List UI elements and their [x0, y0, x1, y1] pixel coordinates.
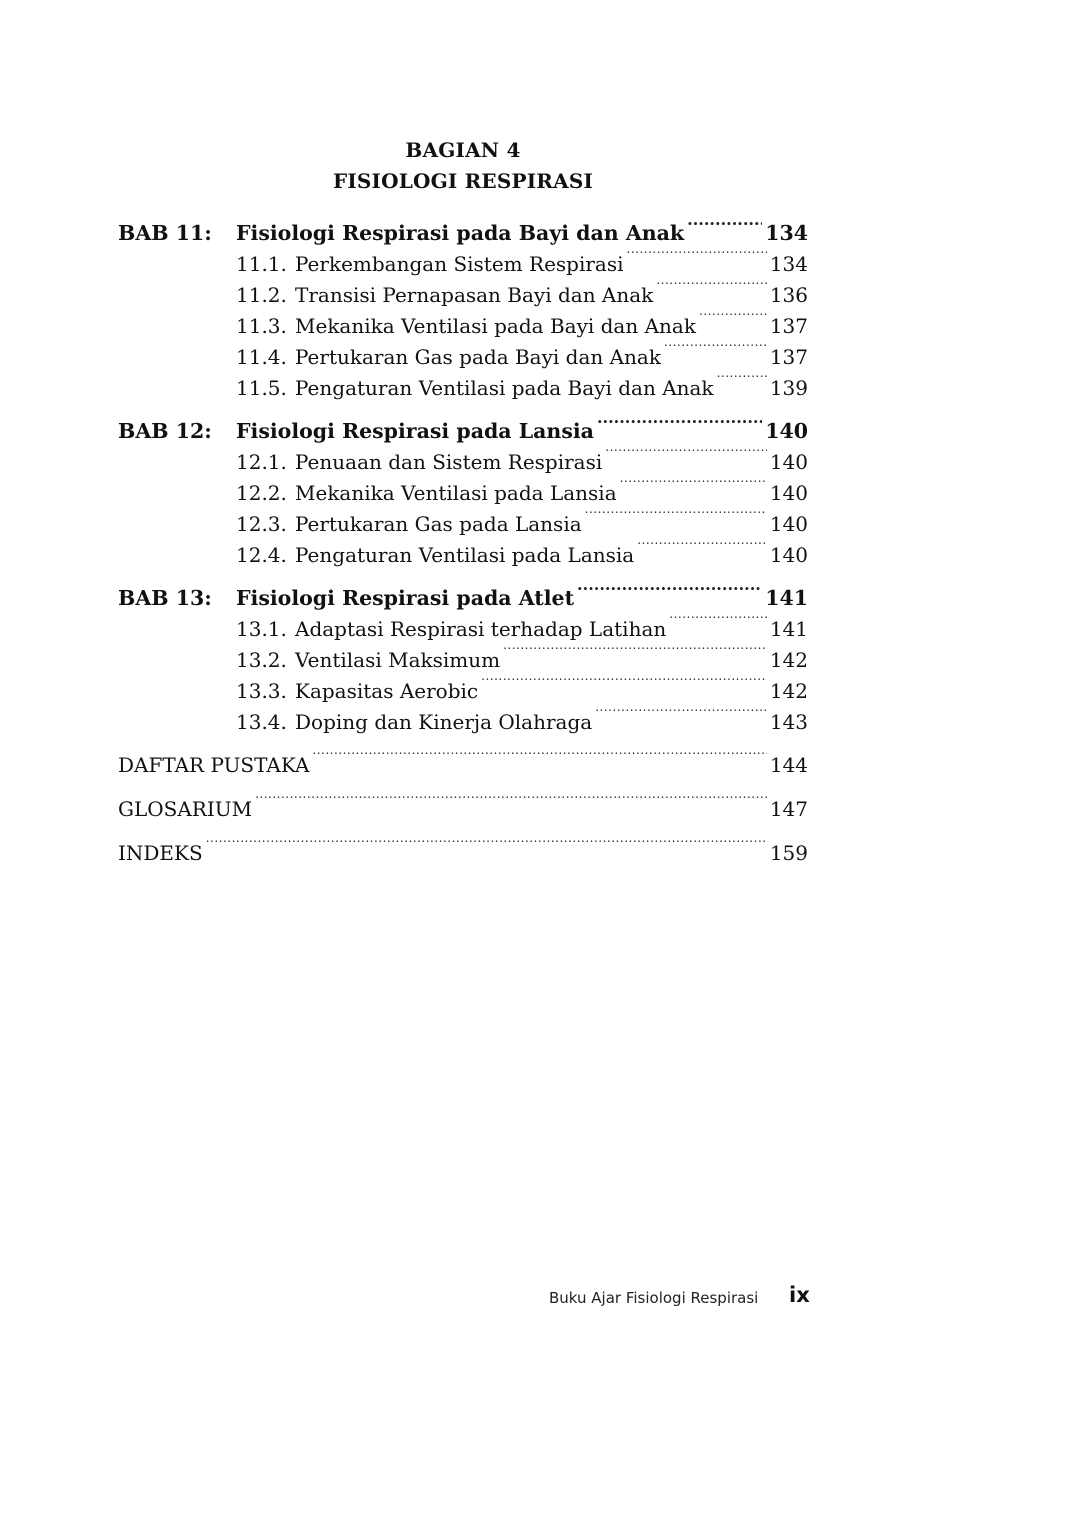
section-title: Mekanika Ventilasi pada Lansia [295, 481, 617, 505]
section-page: 141 [769, 617, 808, 641]
section-page: 143 [769, 710, 808, 734]
back-matter-page: 144 [769, 753, 808, 777]
part-name: FISIOLOGI RESPIRASI [332, 169, 594, 193]
section-number: 12.2. [236, 481, 287, 505]
toc-chapter-13[interactable] [118, 574, 808, 610]
chapter-title: Fisiologi Respirasi pada Lansia [236, 419, 594, 443]
section-page: 137 [769, 345, 808, 369]
dot-leader [503, 636, 767, 667]
section-title: Transisi Pernapasan Bayi dan Anak [295, 283, 654, 307]
back-matter-title: DAFTAR PUSTAKA [118, 753, 310, 777]
part-number: BAGIAN 4 [405, 138, 521, 162]
section-page: 140 [769, 512, 808, 536]
dot-leader [637, 531, 767, 562]
toc-section-11-2[interactable] [118, 271, 808, 307]
dot-leader [206, 829, 767, 860]
section-page: 142 [769, 648, 808, 672]
dot-leader [585, 500, 767, 531]
section-number: 13.2. [236, 648, 287, 672]
chapter-title: Fisiologi Respirasi pada Bayi dan Anak [236, 221, 685, 245]
chapter-label: BAB 13: [118, 586, 212, 610]
section-title: Pertukaran Gas pada Lansia [295, 512, 582, 536]
toc-chapter-11[interactable] [118, 209, 808, 245]
dot-leader [620, 469, 767, 500]
section-title: Perkembangan Sistem Respirasi [295, 252, 624, 276]
toc-section-12-1[interactable] [118, 438, 808, 474]
dot-leader [577, 574, 762, 605]
dot-leader [699, 302, 767, 333]
toc-section-11-4[interactable] [118, 333, 808, 369]
chapter-page: 141 [765, 586, 808, 610]
section-page: 140 [769, 481, 808, 505]
dot-leader [656, 271, 767, 302]
toc-section-12-3[interactable] [118, 500, 808, 536]
chapter-label: BAB 12: [118, 419, 212, 443]
toc-chapter-12[interactable] [118, 407, 808, 443]
section-title: Penuaan dan Sistem Respirasi [295, 450, 603, 474]
section-number: 13.3. [236, 679, 287, 703]
footer-book-title: Buku Ajar Fisiologi Respirasi [549, 1289, 759, 1307]
section-number: 12.3. [236, 512, 287, 536]
section-title: Adaptasi Respirasi terhadap Latihan [295, 617, 667, 641]
section-title: Pertukaran Gas pada Bayi dan Anak [295, 345, 661, 369]
section-page: 139 [769, 376, 808, 400]
section-page: 140 [769, 450, 808, 474]
section-number: 11.4. [236, 345, 287, 369]
toc-section-13-3[interactable] [118, 667, 808, 703]
toc-section-12-4[interactable] [118, 531, 808, 567]
back-matter-page: 159 [769, 841, 808, 865]
dot-leader [255, 785, 767, 816]
toc-section-13-2[interactable] [118, 636, 808, 672]
dot-leader [664, 333, 767, 364]
table-of-contents [118, 209, 808, 865]
back-matter-title: GLOSARIUM [118, 797, 253, 821]
section-page: 136 [769, 283, 808, 307]
section-title: Doping dan Kinerja Olahraga [295, 710, 593, 734]
toc-section-11-5[interactable] [118, 364, 808, 400]
toc-daftar-pustaka[interactable] [118, 741, 808, 777]
section-number: 12.4. [236, 543, 287, 567]
toc-glosarium[interactable] [118, 785, 808, 821]
section-number: 11.3. [236, 314, 287, 338]
dot-leader [717, 364, 767, 395]
section-page: 137 [769, 314, 808, 338]
section-number: 11.1. [236, 252, 287, 276]
section-page: 140 [769, 543, 808, 567]
dot-leader [687, 209, 762, 240]
toc-section-11-3[interactable] [118, 302, 808, 338]
chapter-page: 134 [765, 221, 808, 245]
section-number: 13.4. [236, 710, 287, 734]
footer-page-number: ix [789, 1283, 810, 1307]
dot-leader [481, 667, 767, 698]
section-page: 142 [769, 679, 808, 703]
section-page: 134 [769, 252, 808, 276]
section-number: 13.1. [236, 617, 287, 641]
dot-leader [595, 698, 767, 729]
back-matter-page: 147 [769, 797, 808, 821]
section-title: Pengaturan Ventilasi pada Lansia [295, 543, 635, 567]
toc-section-13-1[interactable] [118, 605, 808, 641]
section-title: Pengaturan Ventilasi pada Bayi dan Anak [295, 376, 714, 400]
chapter-page: 140 [765, 419, 808, 443]
toc-indeks[interactable] [118, 829, 808, 865]
toc-section-13-4[interactable] [118, 698, 808, 734]
chapter-title: Fisiologi Respirasi pada Atlet [236, 586, 575, 610]
section-number: 11.2. [236, 283, 287, 307]
dot-leader [605, 438, 767, 469]
toc-section-11-1[interactable] [118, 240, 808, 276]
section-title: Mekanika Ventilasi pada Bayi dan Anak [295, 314, 696, 338]
dot-leader [312, 741, 766, 772]
section-number: 11.5. [236, 376, 287, 400]
dot-leader [597, 407, 762, 438]
section-title: Kapasitas Aerobic [295, 679, 479, 703]
dot-leader [669, 605, 767, 636]
dot-leader [627, 240, 767, 271]
toc-section-12-2[interactable] [118, 469, 808, 505]
back-matter-title: INDEKS [118, 841, 203, 865]
section-number: 12.1. [236, 450, 287, 474]
section-title: Ventilasi Maksimum [295, 648, 501, 672]
chapter-label: BAB 11: [118, 221, 212, 245]
